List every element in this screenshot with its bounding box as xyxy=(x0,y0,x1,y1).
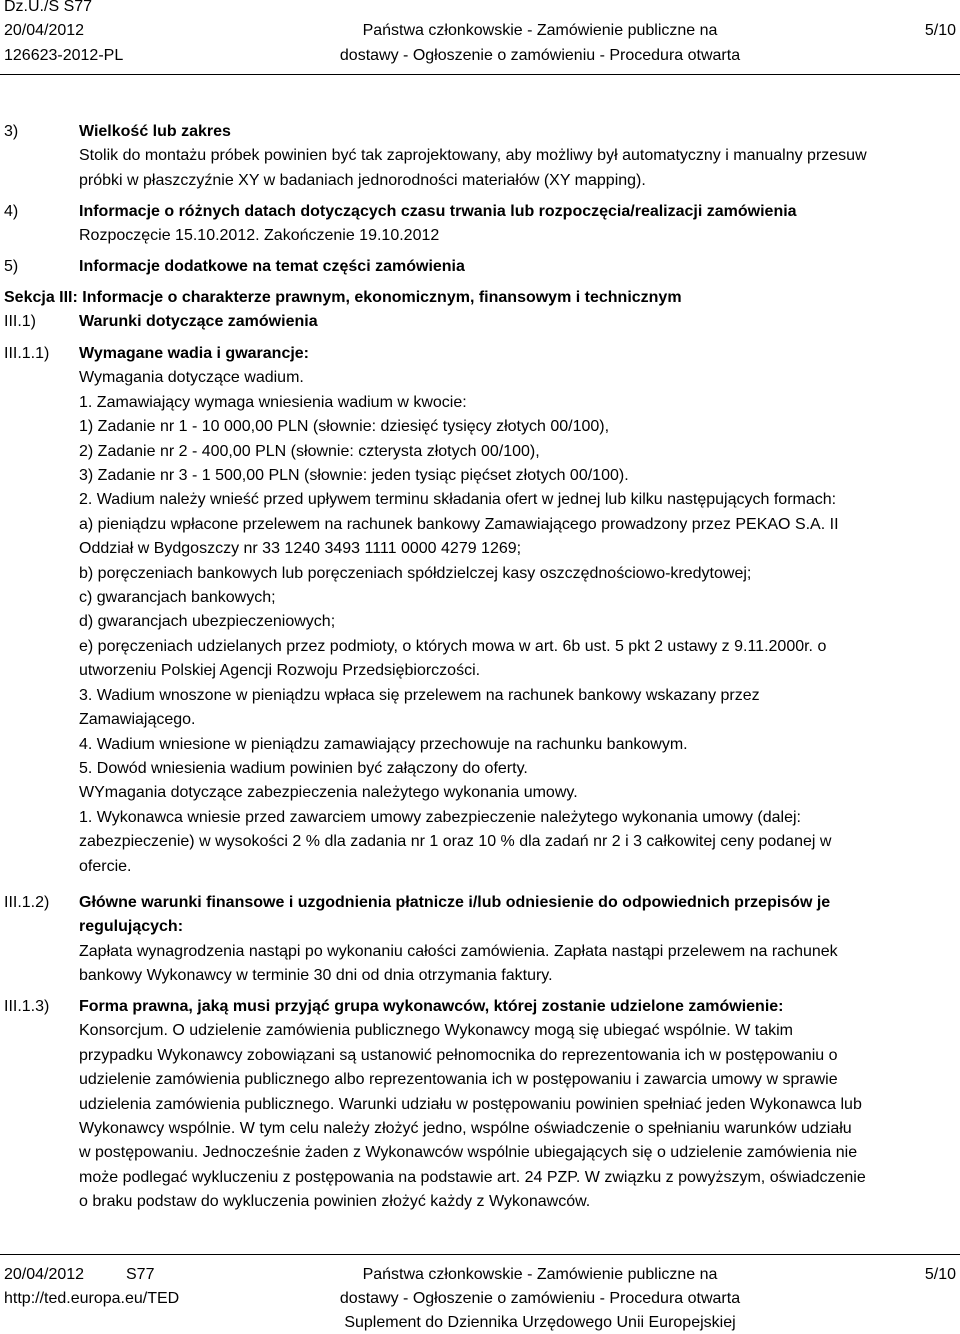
iii-1-heading: Warunki dotyczące zamówienia xyxy=(79,313,318,330)
sekcja-iii-title: Sekcja III: Informacje o charakterze prawnym, ekonomicznym, finansowym i technicznym xyxy=(4,289,682,306)
section-3-line: Stolik do montażu próbek powinien być tak zaprojektowany, aby możliwy był automatyczny i manualny przesuw xyxy=(79,147,867,165)
iii-1-2-line: bankowy Wykonawcy w terminie 30 dni od dnia otrzymania faktury. xyxy=(79,967,553,985)
section-5-number: 5) xyxy=(4,258,19,275)
header-divider xyxy=(0,74,960,75)
footer-title-line3: Suplement do Dziennika Urzędowego Unii Europejskiej xyxy=(344,1314,736,1331)
footer-divider xyxy=(0,1254,960,1255)
footer-title-line2: dostawy - Ogłoszenie o zamówieniu - Procedura otwarta xyxy=(339,1290,741,1307)
iii-1-1-line: Zamawiającego. xyxy=(79,711,196,729)
iii-1-1-line: Oddział w Bydgoszczy nr 33 1240 3493 1111 0000 4279 1269; xyxy=(79,540,522,558)
section-3-heading: Wielkość lub zakres xyxy=(79,123,231,140)
iii-1-3-line: udzielenie zamówienia publicznego albo reprezentowania ich w postępowaniu i zawarcia umowy w sprawie xyxy=(79,1071,838,1089)
iii-1-1-line: 1. Wykonawca wniesie przed zawarciem umowy zabezpieczenie należytego wykonania umowy (dalej: xyxy=(79,808,801,826)
iii-1-1-line: 2. Wadium należy wnieść przed upływem terminu składania ofert w jednej lub kilku następujących formach: xyxy=(79,491,837,509)
iii-1-1-line: ofercie. xyxy=(79,857,132,875)
footer-title-line1: Państwa członkowskie - Zamówienie publiczne na xyxy=(362,1266,718,1283)
iii-1-1-line: 1) Zadanie nr 1 - 10 000,00 PLN (słownie: dziesięć tysięcy złotych 00/100), xyxy=(79,418,610,436)
iii-1-1-line: 2) Zadanie nr 2 - 400,00 PLN (słownie: czterysta złotych 00/100), xyxy=(79,442,540,460)
iii-1-1-line: 3) Zadanie nr 3 - 1 500,00 PLN (słownie: jeden tysiąc pięćset złotych 00/100). xyxy=(79,467,629,485)
header-journal: Dz.U./S S77 xyxy=(4,0,93,15)
header-date: 20/04/2012 xyxy=(4,22,85,39)
iii-1-1-line: 5. Dowód wniesienia wadium powinien być załączony do oferty. xyxy=(79,759,528,777)
iii-1-1-line: 3. Wadium wnoszone w pieniądzu wpłaca się przelewem na rachunek bankowy wskazany przez xyxy=(79,686,760,704)
section-3 xyxy=(79,120,949,193)
iii-1-3-line: udzielenia zamówienia publicznego. Warunki udziału w postępowaniu powinien spełniać jeden Wykonawca lub xyxy=(79,1095,862,1113)
iii-1-3-line: o braku podstaw do wykluczenia powinien złożyć każdy z Wykonawców. xyxy=(79,1193,591,1211)
section-4-heading: Informacje o różnych datach dotyczących czasu trwania lub rozpoczęcia/realizacji zamówienia xyxy=(79,203,797,220)
footer-url[interactable]: http://ted.europa.eu/TED xyxy=(4,1290,180,1307)
iii-1-2-number: III.1.2) xyxy=(4,894,50,911)
iii-1-1-line: 1. Zamawiający wymaga wniesienia wadium w kwocie: xyxy=(79,393,467,411)
iii-1-2 xyxy=(79,891,949,989)
iii-1-3-number: III.1.3) xyxy=(4,998,50,1015)
section-4 xyxy=(79,200,949,249)
section-3-line: próbki w płaszczyźnie XY w badaniach jednorodności materiałów (XY mapping). xyxy=(79,171,646,189)
header-title-line2: dostawy - Ogłoszenie o zamówieniu - Procedura otwarta xyxy=(339,47,741,64)
iii-1-1-line: WYmagania dotyczące zabezpieczenia należytego wykonania umowy. xyxy=(79,784,578,802)
iii-1-1-line: e) poręczeniach udzielanych przez podmioty, o których mowa w art. 6b ust. 5 pkt 2 ustawy z 9.11.2000r. o xyxy=(79,637,827,655)
iii-1-3-line: przypadku Wykonawcy zobowiązani są ustanowić pełnomocnika do reprezentowania ich w postępowaniu o xyxy=(79,1046,838,1064)
header-title-line1: Państwa członkowskie - Zamówienie publiczne na xyxy=(362,22,718,39)
header-page: 5/10 xyxy=(924,22,956,39)
section-5-heading: Informacje dodatkowe na temat części zamówienia xyxy=(79,258,465,275)
iii-1-3-line: Wykonawcy wspólnie. W tym celu należy złożyć jedno, wspólne oświadczenie o spełnianiu warunków udziału xyxy=(79,1120,852,1138)
header-doc-id: 126623-2012-PL xyxy=(4,47,124,64)
section-3-number: 3) xyxy=(4,123,19,140)
iii-1-1-heading: Wymagane wadia i gwarancje: xyxy=(79,345,310,362)
iii-1-1-line: zabezpieczenie) w wysokości 2 % dla zadania nr 1 oraz 10 % dla zadań nr 2 i 3 całkowitej ceny podanej w xyxy=(79,833,832,851)
iii-1-2-heading: Główne warunki finansowe i uzgodnienia płatnicze i/lub odniesienie do odpowiednich przepisów je xyxy=(79,894,831,911)
iii-1-3-heading: Forma prawna, jaką musi przyjąć grupa wykonawców, której zostanie udzielone zamówienie: xyxy=(79,998,784,1015)
iii-1-2-heading: regulujących: xyxy=(79,918,184,936)
footer-series: S77 xyxy=(126,1266,155,1283)
iii-1-3 xyxy=(79,995,949,1215)
footer-date: 20/04/2012 xyxy=(4,1266,85,1283)
footer-page: 5/10 xyxy=(924,1266,956,1283)
iii-1-1-line: d) gwarancjach ubezpieczeniowych; xyxy=(79,613,336,631)
iii-1-3-line: Konsorcjum. O udzielenie zamówienia publicznego Wykonawcy mogą się ubiegać wspólnie. W takim xyxy=(79,1022,793,1040)
iii-1-3-line: może podlegać wykluczeniu z postępowania na podstawie art. 24 PZP. W związku z powyższym, oświadczenie xyxy=(79,1168,866,1186)
iii-1-number: III.1) xyxy=(4,313,37,330)
section-4-number: 4) xyxy=(4,203,19,220)
iii-1-1-number: III.1.1) xyxy=(4,345,50,362)
iii-1-2-line: Zapłata wynagrodzenia nastąpi po wykonaniu całości zamówienia. Zapłata nastąpi przelewem na rachunek xyxy=(79,942,838,960)
iii-1-1-line: utworzeniu Polskiej Agencji Rozwoju Przedsiębiorczości. xyxy=(79,662,481,680)
iii-1-1-line: a) pieniądzu wpłacone przelewem na rachunek bankowy Zamawiającego prowadzony przez PEKAO S.A. II xyxy=(79,515,839,533)
section-4-text: Rozpoczęcie 15.10.2012. Zakończenie 19.10.2012 xyxy=(79,227,440,245)
iii-1-1-line: 4. Wadium wniesione w pieniądzu zamawiający przechowuje na rachunku bankowym. xyxy=(79,735,688,753)
iii-1-1 xyxy=(79,342,949,879)
iii-1-1-line: b) poręczeniach bankowych lub poręczeniach spółdzielczej kasy oszczędnościowo-kredytowej; xyxy=(79,564,752,582)
iii-1-1-line: c) gwarancjach bankowych; xyxy=(79,589,276,607)
iii-1-1-line: Wymagania dotyczące wadium. xyxy=(79,369,304,387)
iii-1-3-line: w postępowaniu. Jednocześnie żaden z Wykonawców wspólnie ubiegających się o udzielenie zamówienia nie xyxy=(79,1144,858,1162)
